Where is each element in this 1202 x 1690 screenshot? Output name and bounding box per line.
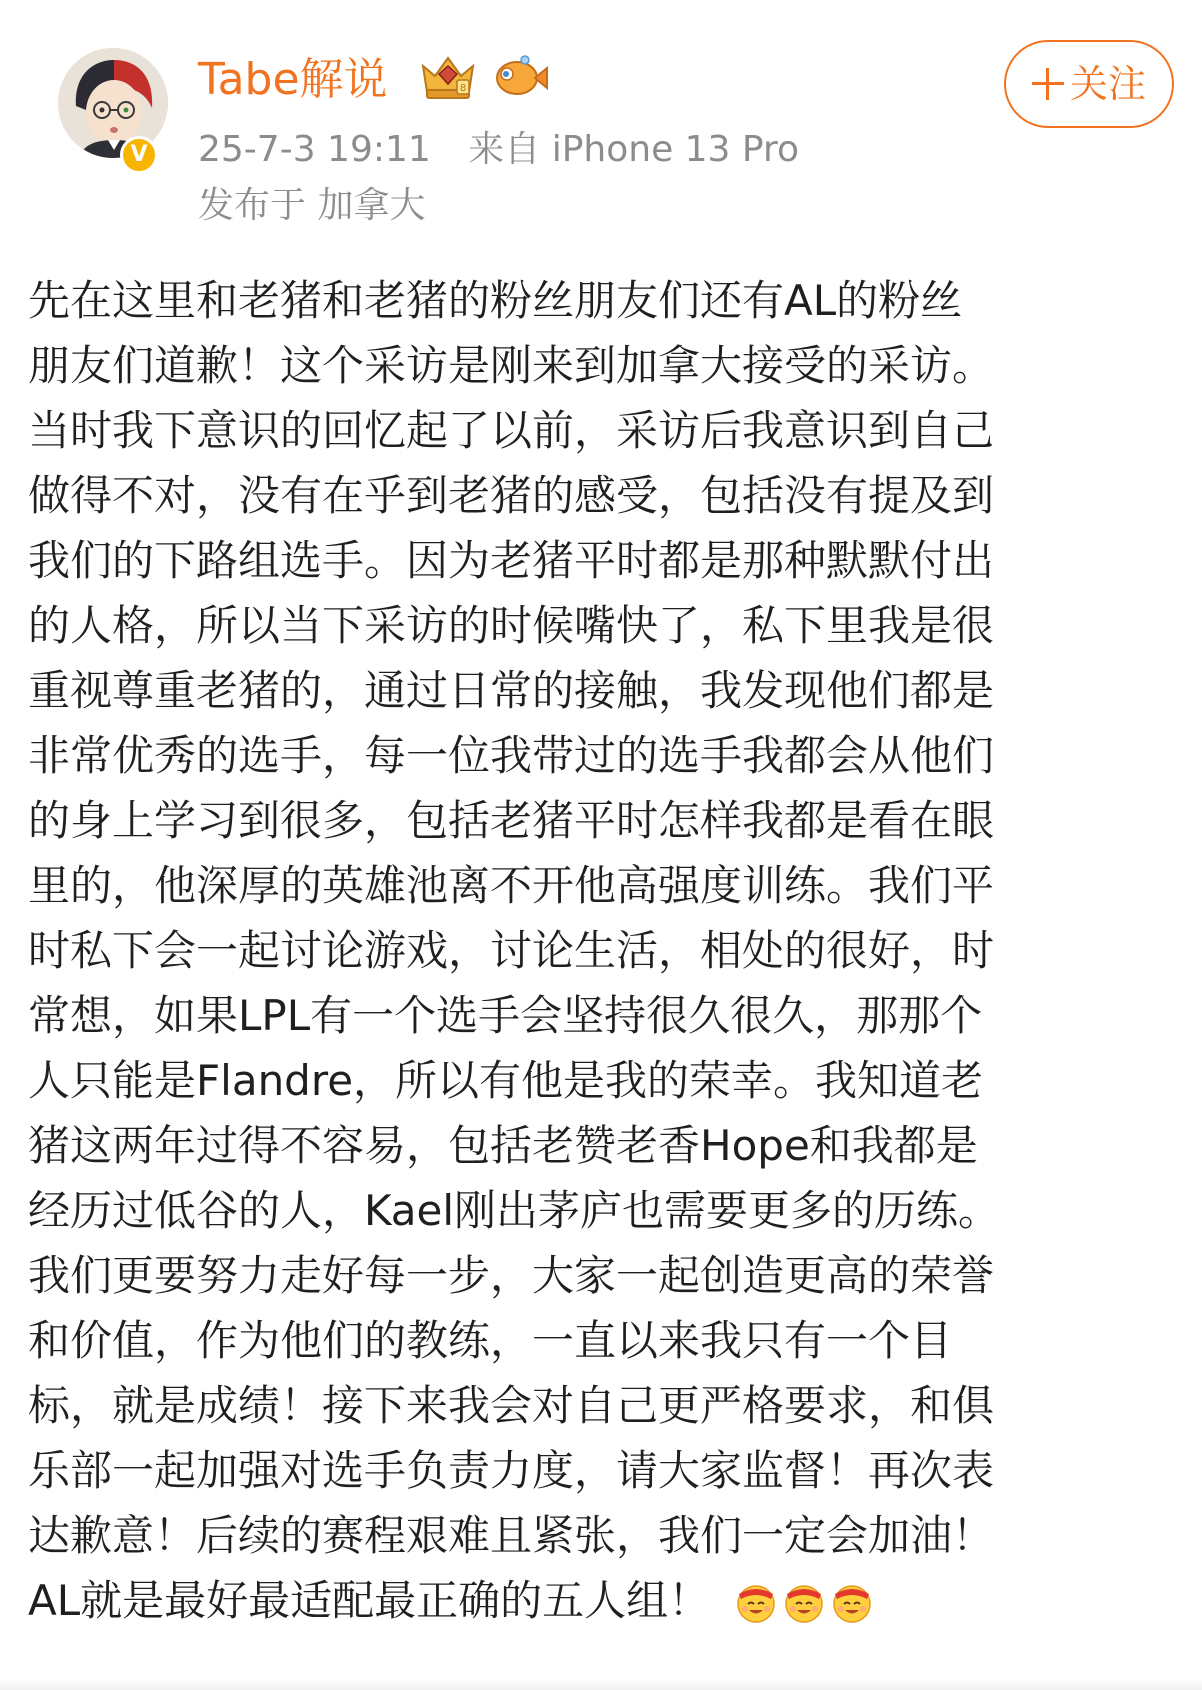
post-line: 先在这里和老猪和老猪的粉丝朋友们还有AL的粉丝 (28, 276, 963, 325)
username[interactable]: Tabe解说 (198, 54, 388, 105)
post-line: 朋友们道歉！这个采访是刚来到加拿大接受的采访。 (28, 341, 995, 390)
post-line: 乐部一起加强对选手负责力度，请大家监督！再次表 (28, 1446, 995, 1495)
svg-text:8: 8 (459, 83, 467, 94)
post-line: 和价值，作为他们的教练，一直以来我只有一个目 (28, 1316, 953, 1365)
bottom-fade (0, 1678, 1202, 1690)
post-line: 人只能是Flandre，所以有他是我的荣幸。我知道老 (28, 1056, 984, 1105)
post-line: 里的，他深厚的英雄池离不开他高强度训练。我们平 (28, 861, 995, 910)
post-line: 猪这两年过得不容易，包括老赞老香Hope和我都是 (28, 1121, 978, 1170)
post-line: 我们的下路组选手。因为老猪平时都是那种默默付出 (28, 536, 995, 585)
post-line: 的身上学习到很多，包括老猪平时怎样我都是看在眼 (28, 796, 995, 845)
post-line: 的人格，所以当下采访的时候嘴快了，私下里我是很 (28, 601, 995, 650)
post-time: 25-7-3 19:11 (198, 129, 431, 170)
post-line: 做得不对，没有在乎到老猪的感受，包括没有提及到 (28, 471, 995, 520)
post-line: 重视尊重老猪的，通过日常的接触，我发现他们都是 (28, 666, 995, 715)
post-line: 时私下会一起讨论游戏，讨论生活，相处的很好，时 (28, 926, 995, 975)
post-line: 当时我下意识的回忆起了以前，采访后我意识到自己 (28, 406, 995, 455)
cheer-emoji-icon (830, 1580, 874, 1624)
post-body (28, 268, 1178, 1633)
verified-badge-icon: V (120, 136, 158, 174)
post-source: 来自 iPhone 13 Pro (468, 129, 800, 170)
post-line: 非常优秀的选手，每一位我带过的选手我都会从他们 (28, 731, 995, 780)
post-line: AL就是最好最适配最正确的五人组！ (28, 1576, 711, 1625)
post-line: 经历过低谷的人，Kael刚出茅庐也需要更多的历练。 (28, 1186, 1001, 1235)
post-line: 我们更要努力走好每一步，大家一起创造更高的荣誉 (28, 1251, 995, 1300)
cheer-emoji-icon (734, 1580, 778, 1624)
post-location: 发布于 加拿大 (198, 185, 426, 226)
post-meta (198, 126, 799, 174)
post-line: 达歉意！后续的赛程艰难且紧张，我们一定会加油！ (28, 1511, 995, 1560)
follow-button[interactable] (1004, 40, 1174, 128)
post-line: 标，就是成绩！接下来我会对自己更严格要求，和俱 (28, 1381, 995, 1430)
post-header (0, 0, 1202, 240)
post-line: 常想，如果LPL有一个选手会坚持很久很久，那那个 (28, 991, 983, 1040)
fish-badge-icon[interactable] (489, 52, 549, 104)
plus-icon (1032, 68, 1064, 100)
post-last-line (28, 1568, 1178, 1633)
crown-badge-icon[interactable] (417, 52, 479, 104)
emoji-row (734, 1566, 878, 1631)
cheer-emoji-icon (782, 1580, 826, 1624)
follow-label: 关注 (1069, 62, 1146, 106)
